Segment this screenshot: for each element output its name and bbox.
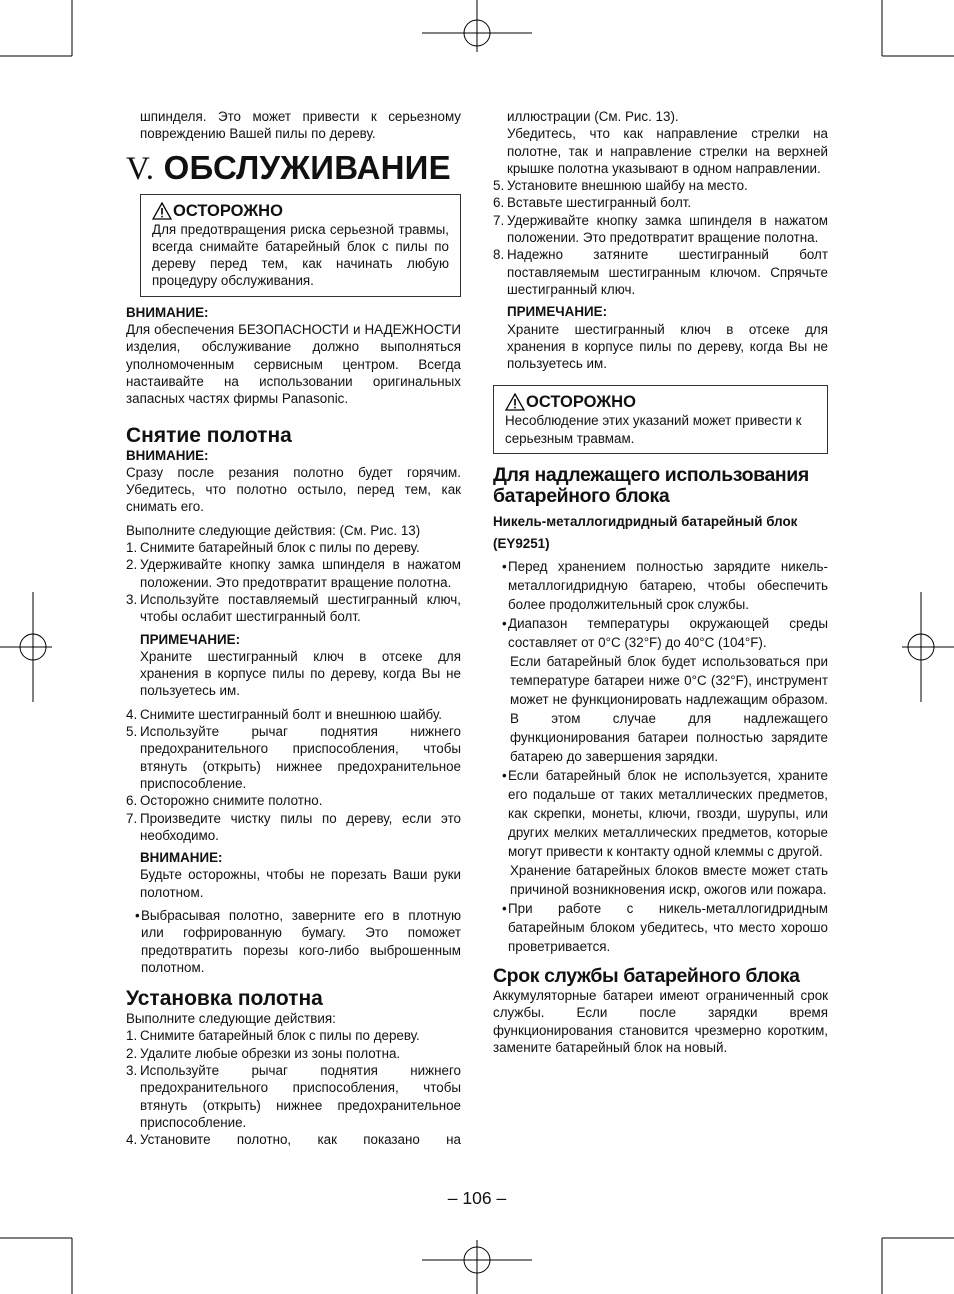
bullet-item: • Выбрасывая полотно, заверните его в плотную или гофрированную бумагу. Это поможет предотвратить порезы кого-либо выброшенным полотном. bbox=[135, 907, 461, 975]
note-text: Храните шестигранный ключ в отсеке для хранения в корпусе пилы по дереву, когда Вы не пользуетесь им. bbox=[507, 321, 828, 372]
removal-attention-text: Сразу после резания полотно будет горячим. Убедитесь, что полотно остыло, перед тем, как снимать его. bbox=[126, 464, 461, 515]
section-number: V. bbox=[126, 150, 155, 187]
list-item: 8. Надежно затяните шестигранный болт поставляемым шестигранным ключом. Спрячьте шестигранный ключ. bbox=[493, 247, 828, 297]
page-number: – 106 – bbox=[447, 1188, 507, 1208]
left-column bbox=[126, 108, 461, 1149]
list-item: 3. Используйте поставляемый шестигранный ключ, чтобы ослабит шестигранный болт. bbox=[126, 591, 461, 625]
caution-heading bbox=[505, 392, 816, 412]
list-item: 5. Установите внешнюю шайбу на место. bbox=[493, 178, 748, 194]
section-title bbox=[126, 149, 461, 188]
list-item: 6. Осторожно снимите полотно. bbox=[126, 793, 323, 809]
registration-mark-bottom bbox=[422, 1240, 532, 1294]
battery-life-text: Аккумуляторные батареи имеют ограниченный срок службы. Если после зарядки время функционирования становится чрезмерно коротким, замените батарейный блок на новый. bbox=[493, 988, 828, 1055]
caution-heading bbox=[152, 201, 449, 221]
battery-use-heading: Для надлежащего использования батарейного блока bbox=[493, 464, 809, 508]
note-text: Храните шестигранный ключ в отсеке для хранения в корпусе пилы по дереву, когда Вы не пользуетесь им. bbox=[140, 648, 461, 699]
attention-text: Для обеспечения БЕЗОПАСНОСТИ и НАДЕЖНОСТИ изделия, обслуживание должно выполняться уполномоченным сервисным центром. Всегда настаивайте на использовании оригинальных запасных частях фирмы Panasonic. bbox=[126, 322, 461, 407]
registration-mark-right bbox=[902, 592, 954, 702]
note-label: ПРИМЕЧАНИЕ: bbox=[140, 631, 241, 647]
list-item: 5. Используйте рычаг поднятия нижнего предохранительного приспособления, чтобы втянуть (открыть) нижнее предохранительное приспособление. bbox=[126, 724, 461, 791]
intro-text: шпинделя. Это может привести к серьезному повреждению Вашей пилы по дереву. bbox=[140, 109, 461, 142]
caution-text: Несоблюдение этих указаний может привести к серьезным травмам. bbox=[505, 413, 802, 446]
list-item: 4. Установите полотно, как показано на bbox=[126, 1132, 461, 1148]
registration-mark-top bbox=[422, 0, 532, 52]
list-item: 2. Удерживайте кнопку замка шпинделя в нажатом положении. Это предотвратит вращение полотна. bbox=[126, 557, 461, 590]
note-label: ПРИМЕЧАНИЕ: bbox=[507, 304, 608, 320]
install-heading: Установка полотна bbox=[126, 987, 323, 1011]
list-item: 3. Используйте рычаг поднятия нижнего предохранительного приспособления, чтобы втянуть (открыть) нижнее предохранительное приспособление. bbox=[126, 1063, 461, 1130]
removal-attention-label: ВНИМАНИЕ: bbox=[126, 447, 209, 463]
right-column bbox=[493, 108, 828, 1056]
list-item: 1. Снимите батарейный блок с пилы по дереву. bbox=[126, 540, 420, 556]
attention2-label: ВНИМАНИЕ: bbox=[140, 850, 223, 866]
list-item: 7. Удерживайте кнопку замка шпинделя в нажатом положении. Это предотвратит вращение полотна. bbox=[493, 212, 828, 246]
bullet-item: • Перед хранением полностью зарядите никель-металлогидридную батарею, чтобы обеспечить более продолжительный срок службы. bbox=[502, 559, 828, 613]
caution-box bbox=[493, 385, 828, 454]
attention2-text: Будьте осторожны, чтобы не порезать Ваши руки полотном. bbox=[140, 867, 461, 900]
arrow-direction-text: Убедитесь, что как направление стрелки на полотне, так и направление стрелки на верхней крышке полотна указывают в одном направлении. bbox=[507, 126, 828, 176]
caution-label: ОСТОРОЖНО bbox=[526, 393, 636, 412]
storage-note: Хранение батарейных блоков вместе может стать причиной возникновения искр, ожогов или пожара. bbox=[510, 863, 828, 898]
attention-label: ВНИМАНИЕ: bbox=[126, 304, 209, 320]
list-item: 4. Снимите шестигранный болт и внешнюю шайбу. bbox=[126, 706, 442, 722]
registration-mark-left bbox=[0, 592, 52, 702]
caution-text: Для предотвращения риска серьезной травмы, всегда снимайте батарейный блок с пилы по дереву перед тем, как начинать любую процедуру обслуживания. bbox=[152, 221, 449, 289]
bullet-item: • Диапазон температуры окружающей среды составляет от 0°C (32°F) до 40°C (104°F). bbox=[502, 616, 828, 651]
battery-life-heading: Срок службы батарейного блока bbox=[493, 965, 800, 988]
battery-subtitle: Никель-металлогидридный батарейный блок (EY9251) bbox=[493, 514, 798, 552]
list-item: 1. Снимите батарейный блок с пилы по дереву. bbox=[126, 1028, 420, 1044]
continued-text: иллюстрации (См. Рис. 13). bbox=[507, 109, 679, 124]
bullet-item: • Если батарейный блок не используется, храните его подальше от таких металлических предметов, как скрепки, монеты, ключи, гвозди, шурупы, или других мелких металлических предметов, которые могут привести к контакту одной клеммы с другой. bbox=[502, 768, 828, 860]
install-intro: Выполните следующие действия: bbox=[126, 1011, 336, 1027]
caution-box bbox=[140, 194, 461, 297]
list-item: 7. Произведите чистку пилы по дереву, если это необходимо. bbox=[126, 810, 461, 843]
temperature-note: Если батарейный блок будет использоваться при температуре батареи ниже 0°C (32°F), инструмент может не функционировать надлежащим образом. В этом случае для надлежащего функционирования батареи полностью зарядите батарею до завершения зарядки. bbox=[510, 654, 828, 765]
warning-triangle-icon bbox=[505, 393, 525, 411]
section-title-text: ОБСЛУЖИВАНИЕ bbox=[163, 148, 451, 186]
removal-heading: Снятие полотна bbox=[126, 423, 292, 447]
list-item: 6. Вставьте шестигранный болт. bbox=[493, 195, 692, 211]
warning-triangle-icon bbox=[152, 202, 172, 220]
bullet-item: • При работе с никель-металлогидридным батарейным блоком убедитесь, что место хорошо проветривается. bbox=[502, 901, 828, 955]
removal-intro: Выполните следующие действия: (См. Рис. 13) bbox=[126, 522, 421, 538]
caution-label: ОСТОРОЖНО bbox=[173, 201, 283, 220]
list-item: 2. Удалите любые обрезки из зоны полотна. bbox=[126, 1045, 401, 1061]
